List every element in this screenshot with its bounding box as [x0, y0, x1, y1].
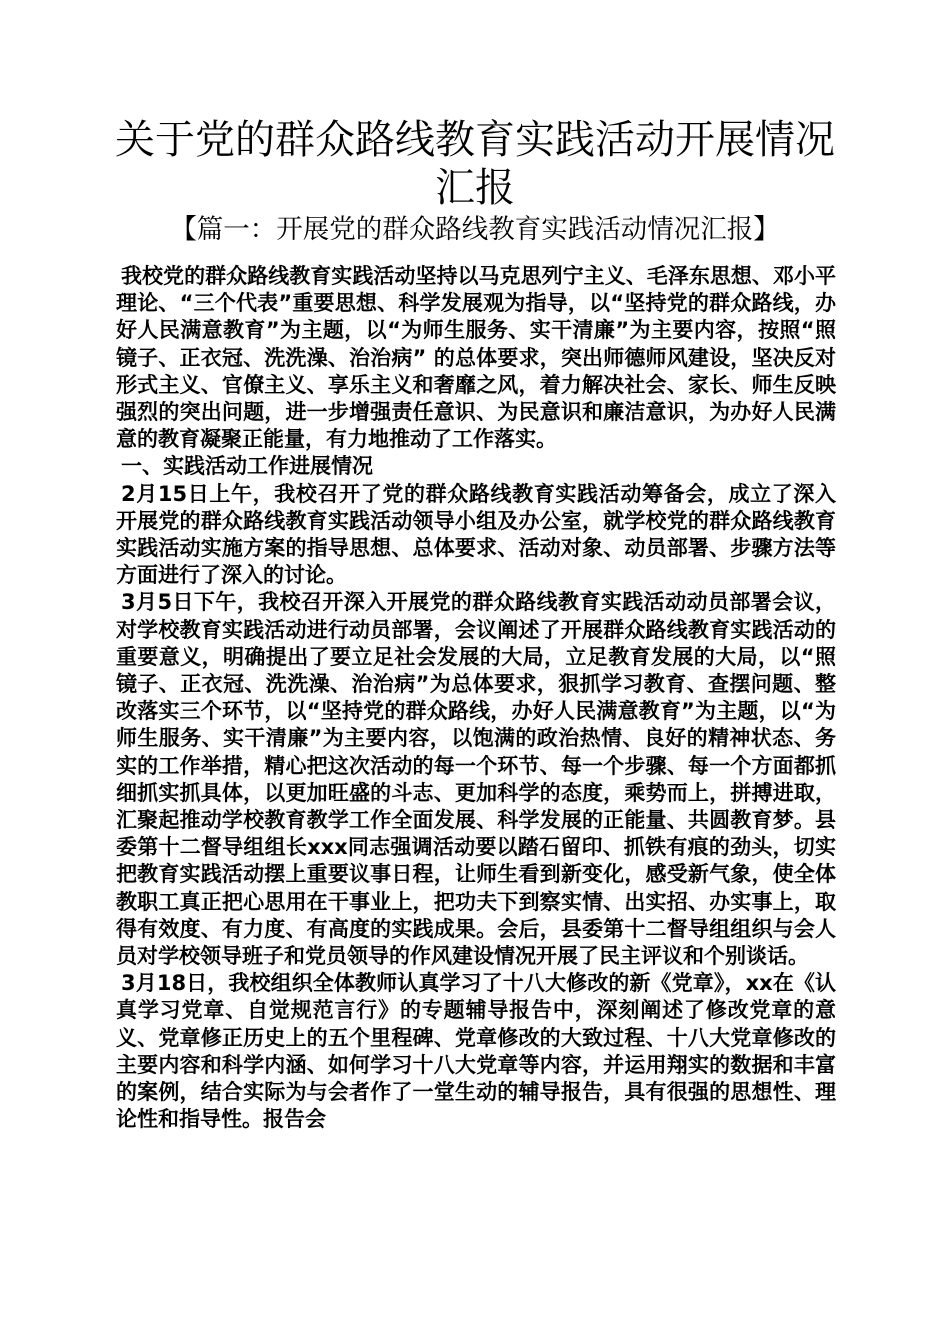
document-body [116, 263, 836, 1134]
body-paragraph: 3月5日下午，我校召开深入开展党的群众路线教育实践活动动员部署会议，对学校教育实践活动进行动员部署，会议阐述了开展群众路线教育实践活动的重要意义，明确提出了要立足社会发展的大局，立足教育发展的大局，以“照镜子、正衣冠、洗洗澡、治治病”为总体要求，狠抓学习教育、查摆问题、整改落实三个环节，以“坚持党的群众路线，办好人民满意教育”为主题，以“为师生服务、实干清廉”为主要内容，以饱满的政治热情、良好的精神状态、务实的工作举措，精心把这次活动的每一个环节、每一个步骤、每一个方面都抓细抓实抓具体，以更加旺盛的斗志、更加科学的态度，乘势而上，拼搏进取，汇聚起推动学校教育教学工作全面发展、科学发展的正能量、共圆教育梦。县委第十二督导组组长xxx同志强调活动要以踏石留印、抓铁有痕的劲头，切实把教育实践活动摆上重要议事日程，让师生看到新变化，感受新气象，使全体教职工真正把心思用在干事业上，把功夫下到察实情、出实招、办实事上，取得有效度、有力度、有高度的实践成果。会后，县委第十二督导组组织与会人员对学校领导班子和党员领导的作风建设情况开展了民主评议和个别谈话。 [116, 590, 836, 969]
document-title: 关于党的群众路线教育实践活动开展情况汇报 [115, 117, 835, 211]
body-paragraph: 2月15日上午，我校召开了党的群众路线教育实践活动筹备会，成立了深入开展党的群众路线教育实践活动领导小组及办公室，就学校党的群众路线教育实践活动实施方案的指导思想、总体要求、活动对象、动员部署、步骤方法等方面进行了深入的讨论。 [116, 481, 836, 588]
body-paragraph: 3月18日，我校组织全体教师认真学习了十八大修改的新《党章》，xx在《认真学习党章、自觉规范言行》的专题辅导报告中，深刻阐述了修改党章的意义、党章修正历史上的五个里程碑、党章修改的大致过程、十八大党章修改的主要内容和科学内涵、如何学习十八大党章等内容，并运用翔实的数据和丰富的案例，结合实际为与会者作了一堂生动的辅导报告，具有很强的思想性、理论性和指导性。报告会 [116, 971, 836, 1132]
document-subtitle: 【篇一：开展党的群众路线教育实践活动情况汇报】 [170, 214, 780, 245]
body-paragraph: 我校党的群众路线教育实践活动坚持以马克思列宁主义、毛泽东思想、邓小平理论、“三个代表”重要思想、科学发展观为指导，以“坚持党的群众路线，办好人民满意教育”为主题，以“为师生服务、实干清廉”为主要内容，按照“照镜子、正衣冠、洗洗澡、治治病” 的总体要求，突出师德师风建设，坚决反对形式主义、官僚主义、享乐主义和奢靡之风，着力解决社会、家长、师生反映强烈的突出问题，进一步增强责任意识、为民意识和廉洁意识，为办好人民满意的教育凝聚正能量，有力地推动了工作落实。 [116, 264, 836, 452]
section-heading: 一、实践活动工作进展情况 [121, 454, 373, 479]
